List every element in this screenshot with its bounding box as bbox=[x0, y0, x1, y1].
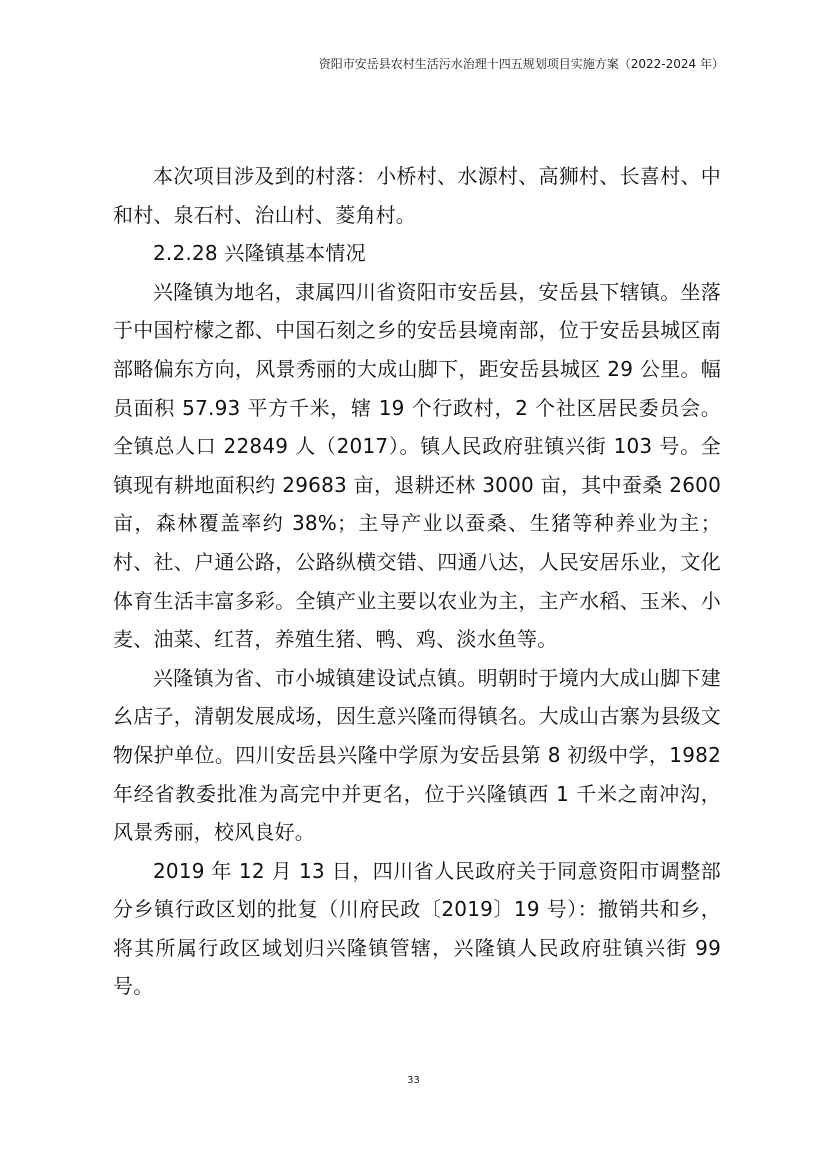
paragraph-villages: 本次项目涉及到的村落：小桥村、水源村、高狮村、长喜村、中和村、泉石村、治山村、菱角村。 bbox=[113, 164, 721, 227]
header-rule bbox=[103, 80, 724, 81]
running-header: 资阳市安岳县农村生活污水治理十四五规划项目实施方案（2022-2024 年） bbox=[318, 57, 724, 71]
document-body bbox=[113, 157, 721, 1006]
paragraph-administrative-change: 2019 年 12 月 13 日，四川省人民政府关于同意资阳市调整部分乡镇行政区划的批复（川府民政〔2019〕19 号）：撤销共和乡，将其所属行政区域划归兴隆镇管辖，兴隆镇人民政府驻镇兴街 99 号。 bbox=[113, 858, 721, 999]
page-number: 33 bbox=[407, 1075, 420, 1086]
paragraph-town-history: 兴隆镇为省、市小城镇建设试点镇。明朝时于境内大成山脚下建幺店子，清朝发展成场，因生意兴隆而得镇名。大成山古寨为县级文物保护单位。四川安岳县兴隆中学原为安岳县第 8 初级中学，1982 年经省教委批准为高完中并更名，位于兴隆镇西 1 千米之南冲沟，风景秀丽，校风良好。 bbox=[113, 665, 721, 845]
section-heading: 2.2.28 兴隆镇基本情况 bbox=[153, 241, 366, 266]
paragraph-town-overview: 兴隆镇为地名，隶属四川省资阳市安岳县，安岳县下辖镇。坐落于中国柠檬之都、中国石刻之乡的安岳县境南部，位于安岳县城区南部略偏东方向，风景秀丽的大成山脚下，距安岳县城区 29 公里。幅员面积 57.93 平方千米，辖 19 个行政村，2 个社区居民委员会。全镇总人口 22849 人（2017）。镇人民政府驻镇兴街 103 号。全镇现有耕地面积约 29683 亩，退耕还林 3000 亩，其中蚕桑 2600 亩，森林覆盖率约 38%；主导产业以蚕桑、生猪等种养业为主；村、社、户通公路，公路纵横交错、四通八达，人民安居乐业，文化体育生活丰富多彩。全镇产业主要以农业为主，主产水稻、玉米、小麦、油菜、红苕，养殖生猪、鸭、鸡、淡水鱼等。 bbox=[113, 279, 721, 652]
